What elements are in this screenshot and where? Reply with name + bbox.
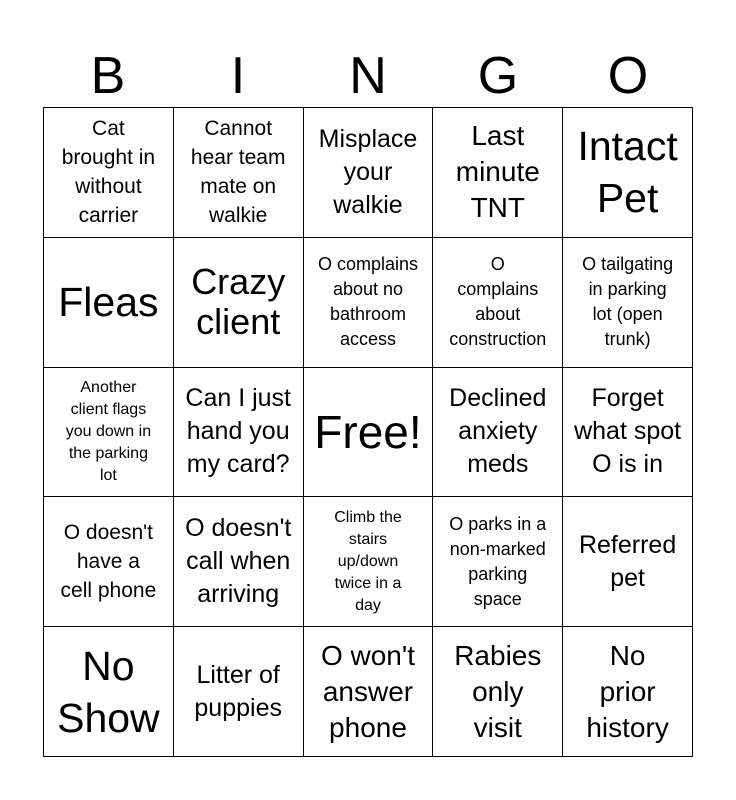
bingo-cell[interactable] [174, 497, 304, 627]
bingo-cell[interactable] [563, 497, 693, 627]
bingo-grid [43, 107, 693, 757]
bingo-cell-text: Cannot hear team mate on walkie [190, 117, 286, 228]
bingo-cell-text: O parks in a non-marked parking space [449, 513, 547, 609]
bingo-cell-text: Crazy client [191, 261, 286, 343]
bingo-cell[interactable] [174, 238, 304, 368]
bingo-cell-text: O tailgating in parking lot (open trunk) [582, 254, 674, 350]
bingo-cell[interactable] [433, 497, 563, 627]
bingo-cell[interactable] [44, 497, 174, 627]
bingo-cell[interactable] [174, 368, 304, 498]
bingo-cell[interactable] [563, 627, 693, 757]
bingo-cell[interactable] [433, 108, 563, 238]
bingo-cell-text: Litter of puppies [194, 660, 282, 722]
bingo-cell-text: Misplace your walkie [318, 124, 418, 219]
bingo-cell[interactable] [174, 108, 304, 238]
bingo-cell-text: Rabies only visit [454, 639, 542, 743]
bingo-cell-text: No Show [57, 642, 160, 741]
bingo-cell-text: Forget what spot O is in [574, 384, 682, 479]
bingo-cell[interactable] [563, 108, 693, 238]
bingo-cell[interactable] [44, 108, 174, 238]
bingo-cell[interactable] [433, 627, 563, 757]
bingo-cell-text: Can I just hand you my card? [185, 384, 291, 479]
bingo-cell[interactable] [304, 368, 434, 498]
header-letter-b: B [90, 47, 126, 105]
bingo-cell[interactable] [304, 627, 434, 757]
bingo-cell-text: Referred pet [578, 530, 677, 592]
bingo-cell-text: Last minute TNT [455, 120, 540, 224]
header-letter-g: G [477, 47, 519, 105]
header-letter-o: O [607, 47, 649, 105]
bingo-cell[interactable] [44, 238, 174, 368]
bingo-cell[interactable] [44, 368, 174, 498]
bingo-cell[interactable] [563, 368, 693, 498]
bingo-cell-text: Intact Pet [577, 123, 678, 222]
bingo-cell[interactable] [304, 108, 434, 238]
bingo-cell[interactable] [433, 368, 563, 498]
bingo-cell-text: O complains about construction [449, 254, 547, 350]
bingo-cell-text: O doesn't have a cell phone [60, 521, 157, 603]
header-letter-i: I [230, 47, 246, 105]
bingo-cell[interactable] [304, 238, 434, 368]
bingo-cell-text: O complains about no bathroom access [317, 254, 419, 350]
bingo-header [43, 44, 693, 108]
bingo-cell-text: Climb the stairs up/down twice in a day [334, 508, 402, 614]
bingo-cell[interactable] [563, 238, 693, 368]
bingo-cell-text: Fleas [58, 279, 159, 326]
bingo-cell-text: O won't answer phone [320, 639, 416, 743]
bingo-cell[interactable] [174, 627, 304, 757]
bingo-cell-text: Cat brought in without carrier [61, 117, 156, 228]
header-letter-n: N [349, 47, 387, 105]
bingo-cell[interactable] [433, 238, 563, 368]
bingo-cell-text: Another client flags you down in the parking lot [65, 378, 152, 484]
bingo-cell[interactable] [304, 497, 434, 627]
bingo-cell[interactable] [44, 627, 174, 757]
bingo-cell-text: Free! [314, 405, 422, 458]
bingo-cell-text: O doesn't call when arriving [185, 514, 292, 609]
bingo-cell-text: Declined anxiety meds [449, 384, 547, 479]
bingo-cell-text: No prior history [586, 639, 669, 743]
